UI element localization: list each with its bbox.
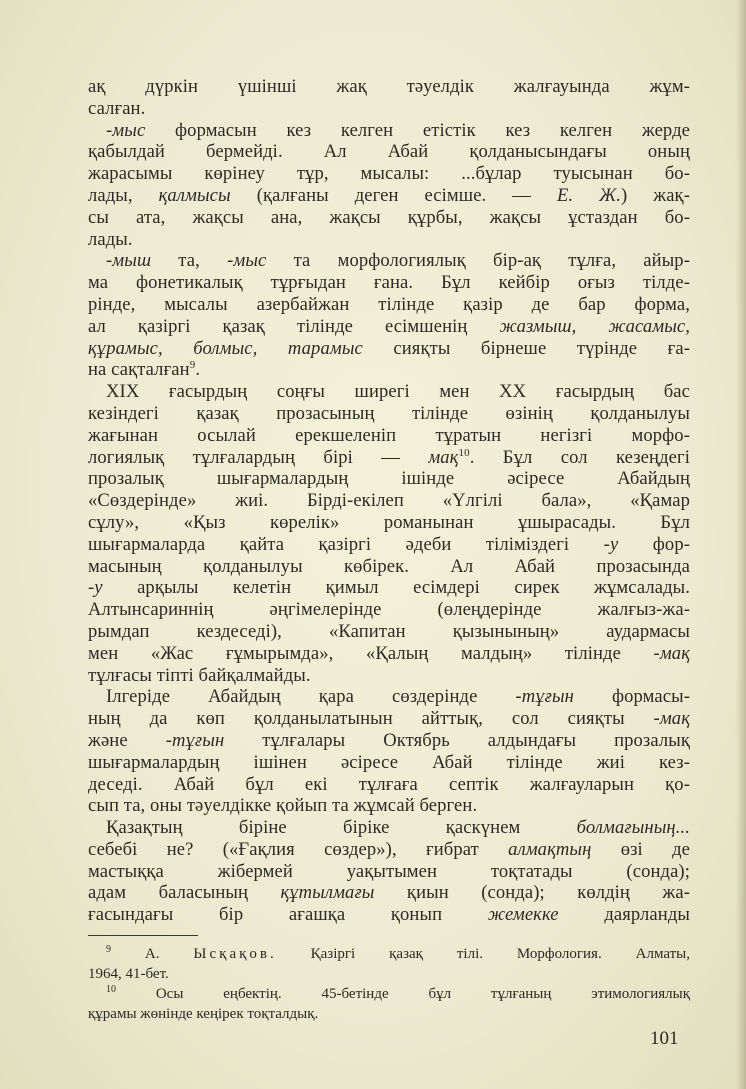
italic-term: мақ xyxy=(428,446,459,468)
italic-term: құтылмағы xyxy=(280,882,375,904)
text-run: рымдап кездеседі), «Капитан қызынының» аудармасы xyxy=(88,620,690,642)
italic-term: болмағының... xyxy=(576,817,690,839)
text-line xyxy=(88,686,690,708)
text-run: XIX ғасырдың соңғы ширегі мен XX ғасырдың бас xyxy=(106,381,690,403)
text-line xyxy=(88,447,690,469)
text-line xyxy=(88,534,690,556)
text-run: шығармалардың ішінен әсіресе Абай тілінде жиі кез- xyxy=(88,751,690,773)
italic-term: -у xyxy=(603,533,619,555)
text-run: (қалғаны деген есімше. — xyxy=(230,184,557,206)
text-line xyxy=(88,774,690,796)
text-run: арқылы келетін қимыл есімдері сирек жұмсалады. xyxy=(102,577,690,599)
text-run: Қазақтың біріне біріке қаскүнем xyxy=(106,817,577,839)
text-line xyxy=(88,621,690,643)
text-run: мен «Жас ғұмырымда», «Қалың малдың» тілінде xyxy=(88,642,654,664)
text-run: Ілгеріде Абайдың қара сөздерінде xyxy=(106,686,516,708)
text-run: Осы еңбектің. 45-бетінде бұл тұлғаның этимологиялық xyxy=(116,986,690,1002)
text-run: адам баласының xyxy=(88,882,281,904)
text-line xyxy=(88,490,690,512)
text-run: сып та, оны тәуелдікке қойып та жұмсай берген. xyxy=(88,795,478,817)
text-line xyxy=(88,708,690,730)
text-run: фор- xyxy=(618,533,691,555)
text-run: жарасымы көрінеу тұр, мысалы: ...бұлар туысынан бо- xyxy=(88,163,690,185)
text-line xyxy=(88,425,690,447)
italic-term: -мақ xyxy=(653,708,690,730)
text-run: . Бұл сол кезеңдегі xyxy=(469,446,690,468)
footnote-rule xyxy=(88,935,198,936)
text-run: А. xyxy=(111,946,194,962)
text-run: лады. xyxy=(88,228,133,250)
text-line xyxy=(88,120,690,142)
footnote-line xyxy=(88,964,690,984)
footnote-ref: 9 xyxy=(189,359,196,372)
text-run: сұлу», «Қыз көрелік» романынан ұшырасады. Бұл xyxy=(88,511,690,533)
text-run: деседі. Абай бұл екі тұлғаға септік жалғауларын қо- xyxy=(88,773,690,795)
italic-term: -мыс xyxy=(106,119,146,141)
text-run: кезіндегі қазақ прозасының тілінде өзінің қолданылуы xyxy=(88,402,690,424)
text-run: қиын (сонда); көлдің жа- xyxy=(374,882,691,904)
italic-term: -у xyxy=(88,577,103,599)
text-line xyxy=(88,599,690,621)
text-run: құрамы жөнінде кеңірек тоқталдық. xyxy=(88,1006,319,1022)
text-run: 1964, 41-бет. xyxy=(88,966,169,982)
text-line xyxy=(88,76,690,98)
text-run: салған. xyxy=(88,97,146,119)
text-run: формасы- xyxy=(574,686,690,708)
text-line xyxy=(88,882,690,904)
text-line xyxy=(88,730,690,752)
text-line xyxy=(88,338,690,360)
text-run: масының қолданылуы көбірек. Ал Абай прозасында xyxy=(88,555,690,577)
text-run: та морфологиялық бір-ақ тұлға, айыр- xyxy=(266,250,690,272)
text-run: Алтынсариннің әңгімелерінде (өлеңдерінде жалғыз-жа- xyxy=(88,599,690,621)
italic-term: -мыс xyxy=(227,250,267,272)
text-line xyxy=(88,359,690,381)
page-edge-shadow xyxy=(736,0,746,1089)
text-line xyxy=(88,752,690,774)
text-line xyxy=(88,556,690,578)
italic-term: -мыш xyxy=(106,250,152,272)
text-run: прозалық шығармалардың ішінде әсіресе Абайдың xyxy=(88,468,690,490)
text-line xyxy=(88,577,690,599)
text-line xyxy=(88,403,690,425)
text-run: даярланды xyxy=(558,904,690,926)
text-run: сияқты бірнеше түрінде ға- xyxy=(362,337,690,359)
text-run: ма фонетикалық тұрғыдан ғана. Бұл кейбір оғыз тілде- xyxy=(88,272,690,294)
text-line xyxy=(88,468,690,490)
text-run: қабылдай бермейді. Ал Абай қолданысындағы оның xyxy=(88,141,690,163)
footnote-ref: 10 xyxy=(106,984,116,995)
body-text xyxy=(88,76,690,926)
page-number: 101 xyxy=(650,1028,679,1049)
italic-term: -тұғын xyxy=(165,729,225,751)
text-line xyxy=(88,904,690,926)
text-run: және xyxy=(88,729,166,751)
text-run: ) жақ- xyxy=(621,184,690,206)
footnote-ref: 9 xyxy=(106,944,111,955)
text-line xyxy=(88,141,690,163)
text-run: себебі не? («Ғақлия сөздер»), ғибрат xyxy=(88,838,509,860)
text-line xyxy=(88,817,690,839)
italic-term: Е. Ж. xyxy=(556,184,621,206)
text-line xyxy=(88,207,690,229)
text-run: Ысқақов. xyxy=(193,946,277,962)
text-run: ның да көп қолданылатынын айттық, сол сияқты xyxy=(88,708,654,730)
text-line xyxy=(88,163,690,185)
text-line xyxy=(88,316,690,338)
text-run: ал қазіргі қазақ тілінде есімшенің xyxy=(88,315,500,337)
footnote-ref: 10 xyxy=(458,446,470,459)
footnote-line xyxy=(88,1004,690,1024)
text-run: мастыққа жібермей уақытымен тоқтатады (сонда); xyxy=(88,860,690,882)
text-run: Қазіргі қазақ тілі. Морфология. Алматы, xyxy=(276,946,690,962)
footnote-line xyxy=(88,944,690,964)
italic-term: -тұғын xyxy=(515,686,575,708)
footnote-line xyxy=(88,984,690,1004)
text-run: . xyxy=(195,359,201,381)
text-line xyxy=(88,795,690,817)
text-run: тұлғалары Октябрь алдындағы прозалық xyxy=(224,729,690,751)
text-run: ғасындағы бір ағашқа қонып xyxy=(88,904,488,926)
text-run: жағынан осылай ерекшеленіп тұратын негізгі морфо- xyxy=(88,424,690,446)
text-line xyxy=(88,665,690,687)
text-run: та, xyxy=(151,250,228,272)
italic-term: құрамыс, болмыс, тарамыс xyxy=(88,337,363,359)
text-run: шығармаларда қайта қазіргі әдеби тіліміздегі xyxy=(88,533,604,555)
italic-term: жемекке xyxy=(487,904,559,926)
text-run: «Сөздерінде» жиі. Бірді-екілеп «Үлгілі бала», «Қамар xyxy=(88,490,690,512)
text-run: формасын кез келген етістік кез келген жерде xyxy=(145,119,690,141)
text-run: ақ дүркін үшінші жақ тәуелдік жалғауында жұм- xyxy=(88,76,690,97)
text-run: сы ата, жақсы ана, жақсы құрбы, жақсы ұстаздан бо- xyxy=(88,206,690,228)
text-line xyxy=(88,272,690,294)
text-line xyxy=(88,250,690,272)
text-run: рінде, мысалы азербайжан тілінде қазір де бар форма, xyxy=(88,293,690,315)
text-line xyxy=(88,861,690,883)
italic-term: қалмысы xyxy=(158,184,231,206)
text-run: лады, xyxy=(88,184,159,206)
italic-term: алмақтың xyxy=(508,838,592,860)
text-line xyxy=(88,512,690,534)
text-line xyxy=(88,98,690,120)
text-line xyxy=(88,294,690,316)
text-line xyxy=(88,185,690,207)
text-run: тұлғасы тіпті байқалмайды. xyxy=(88,664,311,686)
text-line xyxy=(88,839,690,861)
text-line xyxy=(88,229,690,251)
footnotes xyxy=(88,944,690,1024)
text-run: на сақталған xyxy=(88,359,190,381)
text-run: логиялық тұлғалардың бірі — xyxy=(88,446,429,468)
text-line xyxy=(88,381,690,403)
text-run: өзі де xyxy=(591,838,690,860)
italic-term: жазмыш, жасамыс, xyxy=(499,315,690,337)
text-line xyxy=(88,643,690,665)
italic-term: -мақ xyxy=(653,642,690,664)
